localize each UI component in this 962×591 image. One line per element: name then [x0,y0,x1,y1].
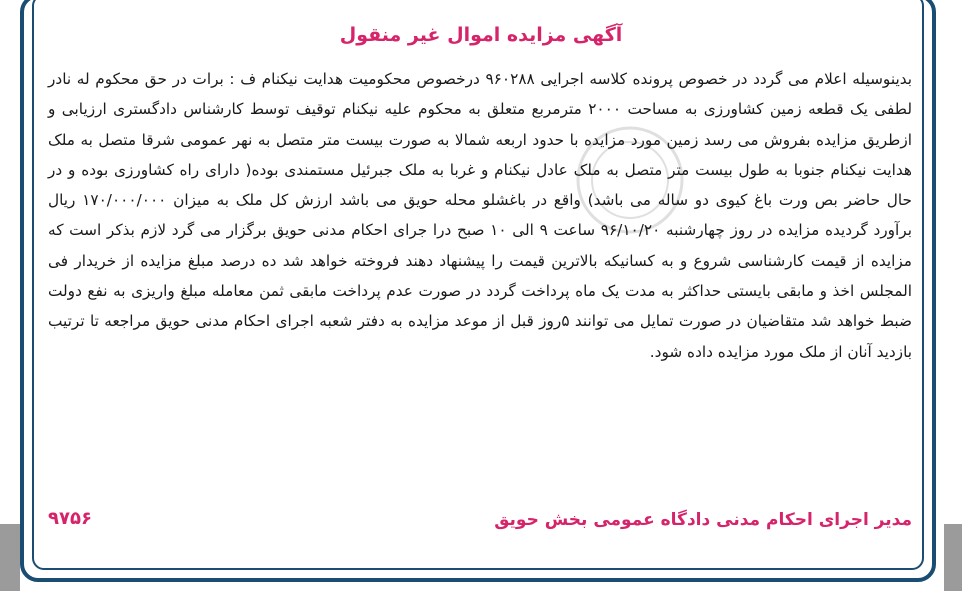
notice-body: بدینوسیله اعلام می گردد در خصوص پرونده کلاسه اجرایی ۹۶۰۲۸۸ درخصوص محکومیت هدایت نیکنام ف : برات در حق محکوم له نادر لطفی یک قطعه زمین کشاورزی به مساحت ۲۰۰۰ مترمربع متعلق به محکوم علیه نیکنام توقیف توسط کارشناس دادگستری ارزیابی و ازطریق مزایده بفروش می رسد زمین مورد مزایده با حدود اربعه شمالا به صورت بیست متر متصل به نهر عمومی شرقا متصل به ملک هدایت نیکنام جنوبا به طول بیست متر متصل به ملک عادل نیکنام و غربا به ملک جبرئیل مستمندی بوده( دارای راه کشاورزی بوده و در حال حاضر بص ورت باغ کیوی دو ساله می باشد) واقع در باغشلو محله حویق می باشد ارزش کل ملک به میزان ۱۷۰/۰۰۰/۰۰۰ ریال برآورد گردیده مزایده در روز چهارشنبه ۹۶/۱۰/۲۰ ساعت ۹ الی ۱۰ صبح درا جرای احکام مدنی حویق برگزار می گرد لازم بذکر است که مزایده از قیمت کارشناسی شروع و به کسانیکه بالاترین قیمت را پیشنهاد دهند فروخته خواهد شد ده درصد مبلغ مزایده از خریدار فی المجلس اخذ و مابقی بایستی حداکثر به مدت یک ماه پرداخت گردد در صورت عدم پرداخت مابقی ثمن معامله مبلغ واریزی به نفع دولت ضبط خواهد شد متقاضیان در صورت تمایل می توانند ۵روز قبل از موعد مزایده به دفتر شعبه اجرای احکام مدنی حویق مراجعه تا ترتیب بازدید آنان از ملک مورد مزایده داده شود. [48,70,913,361]
ad-number: ۹۷۵۶ [48,508,92,529]
notice-title: آگهی مزایده اموال غیر منقول [339,24,623,46]
right-gray-band [944,524,962,591]
left-gray-band [0,524,20,591]
notice-signature: مدیر اجرای احکام مدنی دادگاه عمومی بخش حویق [494,510,912,530]
